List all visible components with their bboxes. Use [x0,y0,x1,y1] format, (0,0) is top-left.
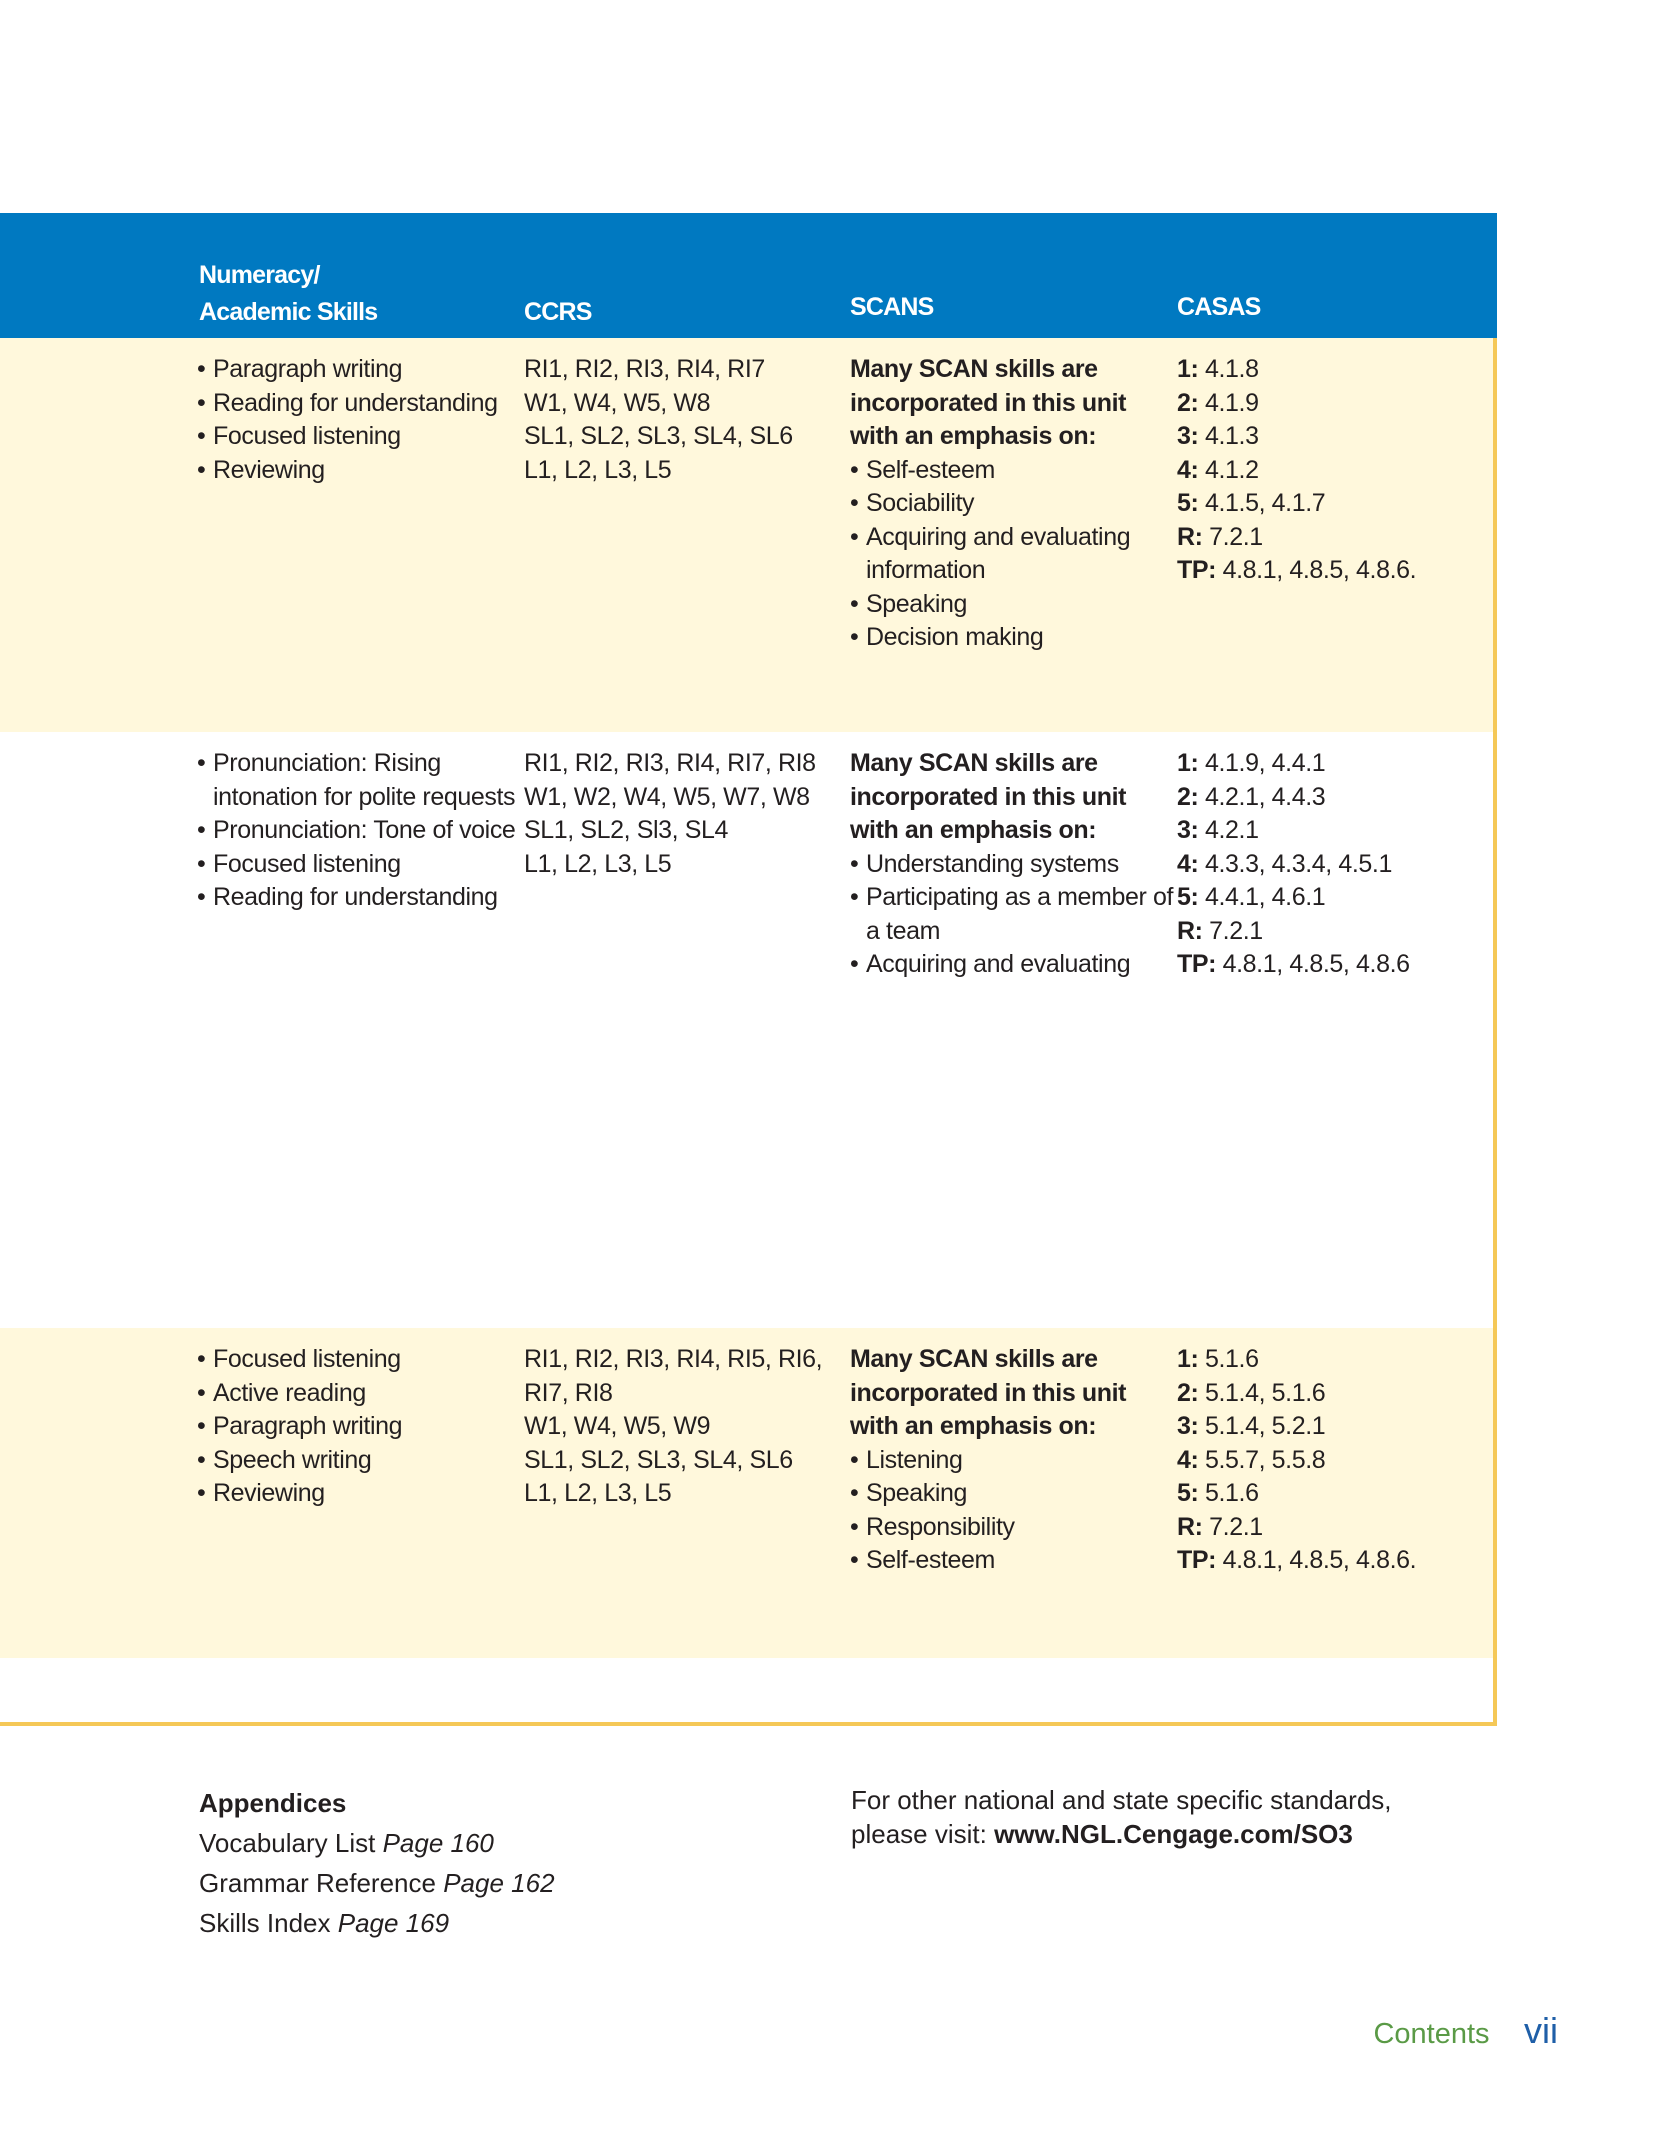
scans-item: • Understanding systems [850,848,1180,882]
casas-key: 5: [1177,489,1199,517]
casas-line [1177,1477,1497,1511]
section-label[interactable]: Contents [1373,2018,1490,2050]
ccrs-line: L1, L2, L3, L5 [524,1479,672,1507]
casas-value: 4.8.1, 4.8.5, 4.8.6. [1222,1546,1417,1574]
header-numeracy-academic-skills [199,257,377,331]
casas-key: 3: [1177,816,1199,844]
header-col1-line2: Academic Skills [199,298,378,326]
skill-item: • Speech writing [197,1444,517,1478]
casas-line [1177,454,1497,488]
skill-item: • Paragraph writing [197,353,517,387]
casas-value: 7.2.1 [1209,916,1263,945]
casas-key: 4: [1177,455,1199,484]
ccrs-line: W1, W2, W4, W5, W7, W8 [524,782,810,811]
header-ccrs: CCRS [524,298,592,326]
casas-key: 2: [1177,782,1199,811]
header-casas: CASAS [1177,293,1261,321]
standards-table [0,338,1497,1726]
scans-item: • Participating as a member of a team [850,881,1180,948]
casas-key: TP: [1177,1546,1217,1574]
casas-value: 5.1.4, 5.1.6 [1204,1378,1326,1407]
skill-item: • Reviewing [197,454,517,488]
casas-value: 7.2.1 [1209,522,1263,551]
scans-item: • Acquiring and evaluating information [850,521,1180,588]
casas-line [1177,948,1497,982]
skill-item: • Focused listening [197,1343,517,1377]
ccrs-cell [524,1343,844,1511]
casas-key: R: [1177,916,1203,945]
casas-line [1177,353,1497,387]
casas-value: 4.1.2 [1204,455,1259,484]
casas-key: 5: [1177,1479,1199,1507]
appendices-title: Appendices [199,1788,347,1818]
casas-line [1177,487,1497,521]
scans-item: • Speaking [850,588,1180,622]
header-scans: SCANS [850,293,934,321]
skill-item: • Paragraph writing [197,1410,517,1444]
casas-value: 4.1.5, 4.1.7 [1204,489,1326,517]
casas-line [1177,915,1497,949]
casas-value: 4.3.3, 4.3.4, 4.5.1 [1204,849,1392,878]
scans-cell [850,747,1180,982]
casas-key: 1: [1177,749,1199,777]
casas-line [1177,814,1497,848]
casas-line [1177,554,1497,588]
casas-value: 4.4.1, 4.6.1 [1204,883,1326,911]
casas-key: 4: [1177,849,1199,878]
skills-cell [197,1343,517,1511]
casas-key: 2: [1177,1378,1199,1407]
skill-item: • Pronunciation: Tone of voice [197,814,517,848]
casas-value: 4.1.9, 4.4.1 [1204,749,1326,777]
skill-item: • Active reading [197,1377,517,1411]
ccrs-line: SL1, SL2, Sl3, SL4 [524,816,729,844]
casas-value: 4.1.8 [1204,355,1259,383]
ccrs-line: L1, L2, L3, L5 [524,455,672,484]
casas-value: 5.1.6 [1204,1345,1259,1373]
skill-item: • Reading for understanding [197,881,517,915]
ccrs-line: W1, W4, W5, W8 [524,388,711,417]
scans-intro: Many SCAN skills are incorporated in this unit with an emphasis on: [850,1345,1127,1440]
scans-cell [850,1343,1180,1578]
casas-cell [1177,353,1497,588]
casas-line [1177,881,1497,915]
casas-cell [1177,1343,1497,1578]
standards-note [851,1783,1471,1851]
skills-cell [197,747,517,915]
casas-key: 5: [1177,883,1199,911]
casas-line [1177,420,1497,454]
casas-key: 1: [1177,355,1199,383]
skill-item: • Reviewing [197,1477,517,1511]
skill-item: • Reading for understanding [197,387,517,421]
ccrs-line: RI1, RI2, RI3, RI4, RI5, RI6, [524,1345,823,1373]
scans-item: • Acquiring and evaluating [850,948,1180,982]
casas-value: 4.8.1, 4.8.5, 4.8.6. [1222,556,1417,584]
casas-line [1177,521,1497,555]
casas-value: 5.1.4, 5.2.1 [1204,1412,1326,1440]
scans-cell [850,353,1180,655]
casas-line [1177,1444,1497,1478]
skill-item: • Pronunciation: Rising intonation for polite requests [197,747,517,814]
casas-line [1177,387,1497,421]
casas-line [1177,1544,1497,1578]
table-header [0,213,1497,338]
casas-line [1177,848,1497,882]
standards-note-text: For other national and state specific standards, please visit: [851,1785,1392,1849]
ccrs-line: L1, L2, L3, L5 [524,849,672,878]
casas-line [1177,781,1497,815]
skill-item: • Focused listening [197,420,517,454]
scans-item: • Decision making [850,621,1180,655]
ccrs-line: RI7, RI8 [524,1378,613,1407]
casas-line [1177,1343,1497,1377]
ccrs-line: RI1, RI2, RI3, RI4, RI7, RI8 [524,749,816,777]
page-footer [1373,2010,1558,2052]
scans-item: • Self-esteem [850,454,1180,488]
appendices [199,1783,555,1943]
ccrs-cell [524,353,844,487]
casas-line [1177,747,1497,781]
casas-key: 3: [1177,422,1199,450]
casas-value: 4.1.9 [1204,388,1259,417]
ccrs-line: RI1, RI2, RI3, RI4, RI7 [524,355,765,383]
scans-item: • Responsibility [850,1511,1180,1545]
header-col1-line1: Numeracy/ [199,261,320,289]
casas-key: R: [1177,522,1203,551]
casas-value: 5.5.7, 5.5.8 [1204,1445,1326,1474]
page-number: vii [1524,2010,1558,2051]
casas-cell [1177,747,1497,982]
casas-line [1177,1410,1497,1444]
casas-value: 4.2.1 [1204,816,1259,844]
ccrs-line: W1, W4, W5, W9 [524,1412,711,1440]
casas-key: 4: [1177,1445,1199,1474]
scans-item: • Sociability [850,487,1180,521]
casas-line [1177,1511,1497,1545]
ccrs-line: SL1, SL2, SL3, SL4, SL6 [524,1445,793,1474]
casas-value: 4.1.3 [1204,422,1259,450]
casas-key: R: [1177,1512,1203,1541]
casas-value: 4.2.1, 4.4.3 [1204,782,1326,811]
skills-cell [197,353,517,487]
scans-item: • Speaking [850,1477,1180,1511]
appendix-item[interactable]: Vocabulary List Page 160 [199,1828,494,1858]
scans-item: • Self-esteem [850,1544,1180,1578]
scans-intro: Many SCAN skills are incorporated in this unit with an emphasis on: [850,355,1127,450]
casas-line [1177,1377,1497,1411]
casas-value: 5.1.6 [1204,1479,1259,1507]
casas-key: TP: [1177,950,1217,978]
appendix-item[interactable]: Skills Index Page 169 [199,1908,450,1938]
scans-intro: Many SCAN skills are incorporated in this unit with an emphasis on: [850,749,1127,844]
casas-key: TP: [1177,556,1217,584]
standards-url-link[interactable]: www.NGL.Cengage.com/SO3 [994,1819,1353,1849]
skill-item: • Focused listening [197,848,517,882]
appendix-item[interactable]: Grammar Reference Page 162 [199,1868,555,1898]
casas-key: 1: [1177,1345,1199,1373]
ccrs-line: SL1, SL2, SL3, SL4, SL6 [524,422,793,450]
casas-key: 2: [1177,388,1199,417]
casas-key: 3: [1177,1412,1199,1440]
scans-item: • Listening [850,1444,1180,1478]
ccrs-cell [524,747,844,881]
casas-value: 7.2.1 [1209,1512,1263,1541]
casas-value: 4.8.1, 4.8.5, 4.8.6 [1222,950,1410,978]
